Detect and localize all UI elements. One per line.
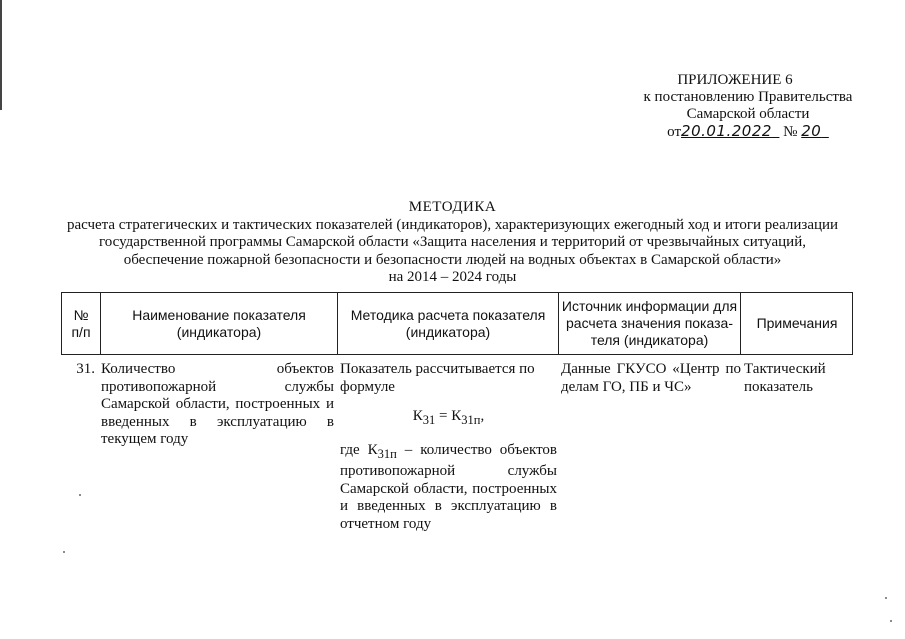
date-prefix: от bbox=[667, 124, 682, 140]
document-title bbox=[30, 199, 875, 287]
header-indicator-name: Наименование показателя (индикатора) bbox=[132, 306, 306, 340]
row-notes: Тактический показатель bbox=[744, 361, 826, 395]
date-handwritten: 20.01.2022 bbox=[681, 122, 772, 140]
header-calculation-method: Методика расчета показателя (индикатора) bbox=[350, 306, 546, 340]
row-number: 31. bbox=[76, 361, 95, 377]
title-line-4: на 2014 – 2024 годы bbox=[388, 269, 517, 285]
title-line-1: расчета стратегических и тактических показателей (индикаторов), характеризующих ежегодный ход и итоги реализации bbox=[66, 216, 839, 233]
title-line-2: государственной программы Самарской области «Защита населения и территорий от чрезвычайных ситуаций, bbox=[99, 234, 806, 250]
method-intro: Показатель рассчитывается по формуле bbox=[340, 361, 535, 395]
header-information-source: Источник информации для расчета значения показа- теля (индикатора) bbox=[561, 298, 738, 348]
appendix-region: Самарской области bbox=[686, 106, 810, 122]
formula: $К_{31} = К_{31п}$, bbox=[412, 408, 485, 427]
appendix-decree: к постановлению Правительства bbox=[643, 89, 853, 105]
row-indicator-name: Количество объектов противопожарной службы Самарской области, построенных и введенных в эксплуатацию в текущем году bbox=[101, 361, 334, 447]
scan-edge-mark bbox=[0, 0, 2, 110]
scan-speck bbox=[890, 620, 892, 622]
table-row bbox=[61, 361, 853, 541]
title-heading: МЕТОДИКА bbox=[408, 199, 497, 215]
scan-speck bbox=[885, 597, 887, 599]
title-line-3: обеспечение пожарной безопасности и безопасности людей на водных объектах в Самарской области» bbox=[123, 251, 782, 268]
formula-explanation: где $К_{31п}$ – количество объектов противопожарной службы Самарской области, построенных и введенных в эксплуатацию в отчетном году bbox=[340, 441, 558, 532]
appendix-title: ПРИЛОЖЕНИЕ 6 bbox=[677, 72, 793, 88]
row-calculation-method bbox=[340, 361, 557, 533]
header-number: № п/п bbox=[71, 306, 91, 340]
number-prefix: № bbox=[783, 124, 798, 140]
appendix-block bbox=[600, 72, 870, 141]
header-notes: Примечания bbox=[756, 315, 838, 331]
number-handwritten: 20 bbox=[801, 122, 822, 140]
table-header bbox=[61, 292, 853, 355]
row-information-source: Данные ГКУСО «Центр по делам ГО, ПБ и ЧС» bbox=[561, 361, 741, 395]
scan-speck bbox=[63, 551, 65, 553]
appendix-date-line bbox=[600, 123, 870, 141]
